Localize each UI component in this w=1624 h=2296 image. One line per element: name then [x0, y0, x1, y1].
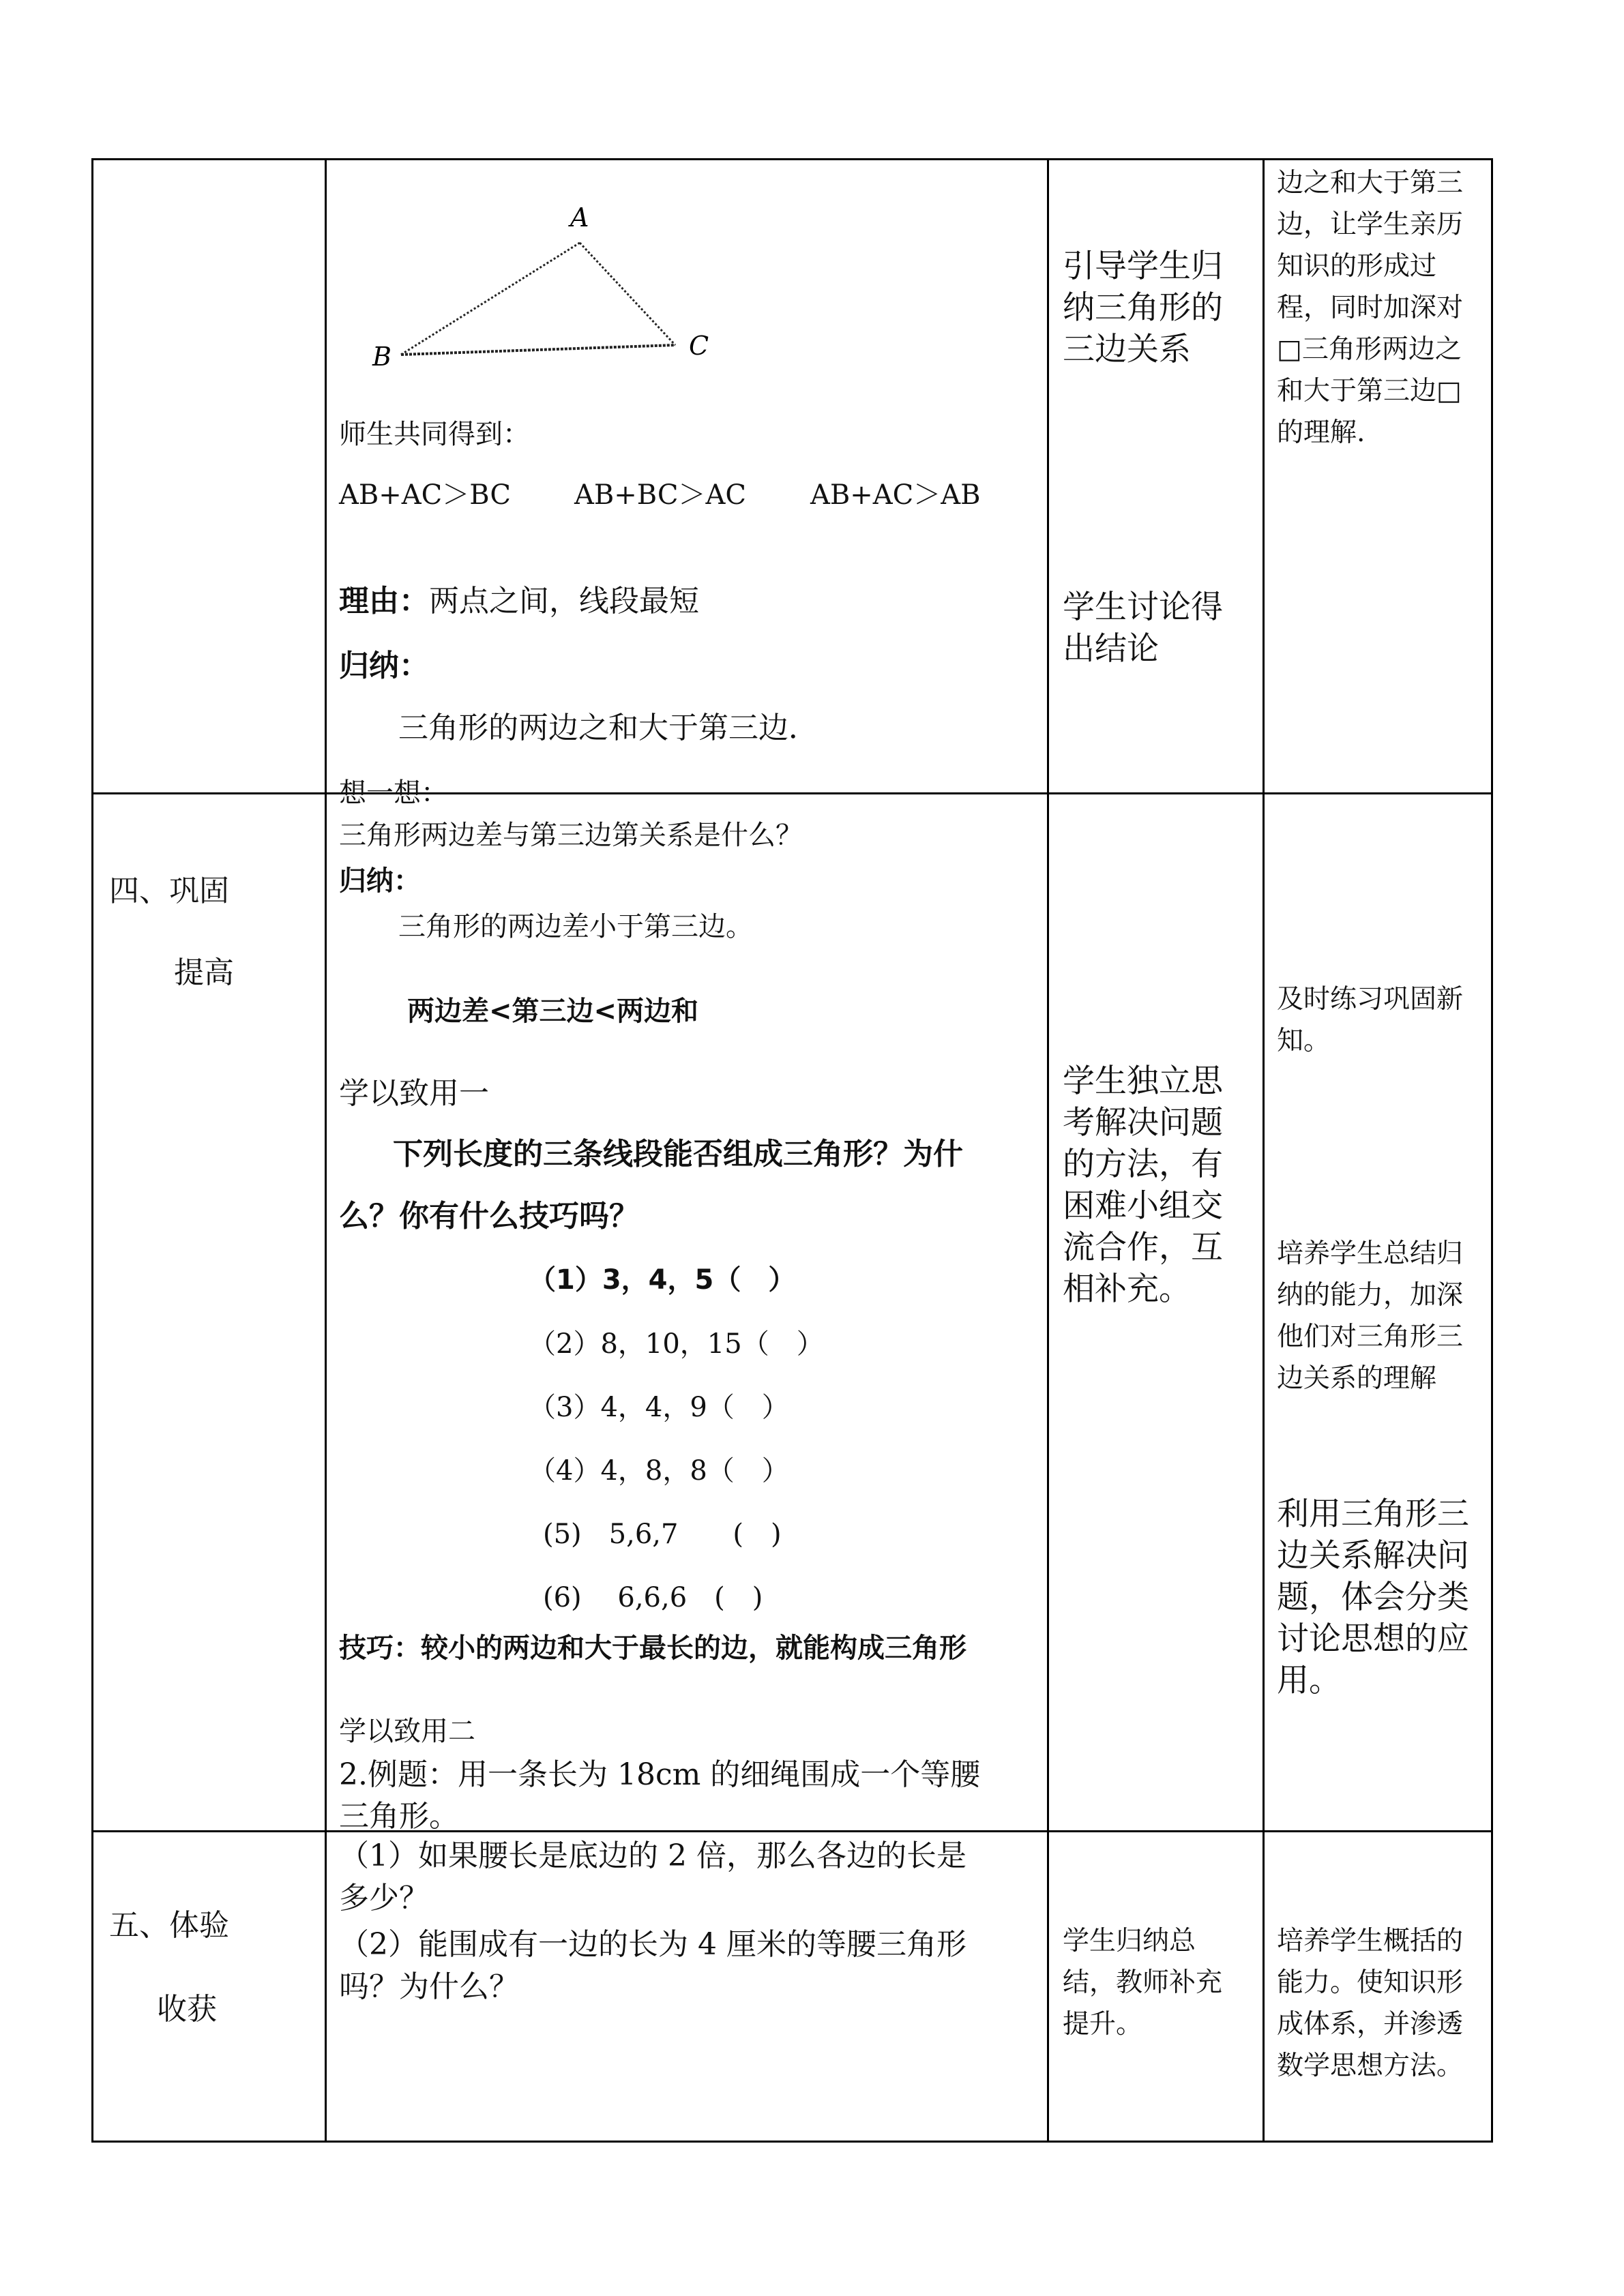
exercise-item-3: （3）4，4，9（ ）	[529, 1392, 789, 1423]
exercise-tip: 技巧：较小的两边和大于最长的边，就能构成三角形	[339, 1632, 966, 1664]
triangle-figure	[355, 191, 723, 382]
row3-intent-line: 边，让学生亲历	[1277, 209, 1464, 240]
row5-method-text	[1063, 1920, 1222, 2045]
exercise-item-2: （2）8，10，15（ ）	[529, 1328, 824, 1360]
row3-intent-line: □三角形两边之	[1277, 334, 1462, 365]
row3-method-line: 三边关系	[1063, 331, 1191, 368]
row4-method-line: 考解决问题	[1063, 1104, 1223, 1142]
summary-text-2: 三角形的两边差小于第三边。	[398, 911, 753, 942]
row4-intent-line: 知。	[1277, 1026, 1331, 1056]
row3-method-text	[1063, 245, 1223, 370]
reason-line	[339, 586, 699, 616]
practice-q2-line-2: 吗？为什么？	[339, 1969, 519, 2004]
apply2-line-1: 2.例题：用一条长为 18cm 的细绳围成一个等腰	[339, 1757, 981, 1792]
reason-text: 两点之间，线段最短	[429, 584, 699, 618]
row5-method-line: 学生归纳总	[1063, 1926, 1196, 1956]
apply2-title: 学以致用二	[339, 1716, 475, 1747]
row4-intent-line: 及时练习巩固新	[1277, 984, 1464, 1015]
row4-intent-line: 题，体会分类	[1277, 1579, 1469, 1616]
table-col-divider-2	[1047, 158, 1049, 2143]
row5-intent-line: 培养学生概括的	[1277, 1926, 1464, 1956]
table-row-divider-2	[91, 1830, 1492, 1832]
exercise-item-4: （4）4，8，8（ ）	[529, 1455, 789, 1487]
apply1-question-1: 下列长度的三条线段能否组成三角形？为什	[393, 1137, 963, 1172]
apply2-line-2: 三角形。	[339, 1799, 459, 1834]
triangle-side-ab	[401, 243, 580, 355]
row3-intent-line: 边之和大于第三	[1277, 168, 1464, 198]
stage-title-consolidate: 四、巩固	[109, 874, 229, 908]
row4-intent-b	[1277, 1233, 1463, 1399]
table-border-right	[1491, 158, 1493, 2143]
table-row-divider-1	[91, 792, 1492, 794]
exercise-item-6: (6) 6,6,6 ( )	[543, 1582, 763, 1613]
row4-intent-line: 纳的能力，加深	[1277, 1280, 1464, 1311]
vertex-a-label: A	[570, 203, 589, 233]
row3-discuss-text	[1063, 586, 1223, 670]
row4-intent-line: 边关系的理解	[1277, 1363, 1437, 1394]
triangle-side-rule: 两边差<第三边<两边和	[407, 996, 699, 1027]
exercise-item-1: （1）3，4，5（ ）	[529, 1264, 796, 1296]
row4-method-line: 流合作，互	[1063, 1229, 1223, 1266]
row3-intent-line: 的理解.	[1277, 417, 1365, 448]
row4-intent-line: 讨论思想的应	[1277, 1620, 1469, 1658]
summary-label-2: 归纳：	[339, 865, 421, 897]
row3-intent-line: 程，同时加深对	[1277, 293, 1464, 323]
practice-q1-line-2: 多少？	[339, 1881, 429, 1915]
apply1-question-2: 么？你有什么技巧吗？	[339, 1199, 639, 1234]
apply1-title: 学以致用一	[339, 1076, 489, 1111]
row3-method-line: 纳三角形的	[1063, 289, 1223, 327]
exercise-item-5: (5) 5,6,7 ( )	[543, 1519, 782, 1550]
reason-label: 理由：	[339, 584, 429, 618]
inequality-2: AB+BC＞AC	[574, 479, 747, 511]
row4-intent-line: 培养学生总结归	[1277, 1238, 1464, 1269]
summary-label-1: 归纳：	[339, 648, 429, 683]
triangle-side-ac	[580, 243, 675, 345]
row4-intent-c	[1277, 1493, 1469, 1701]
inequality-1: AB+AC＞BC	[339, 479, 512, 511]
table-col-divider-1	[325, 158, 327, 2143]
row5-method-line: 提升。	[1063, 2009, 1143, 2040]
inequality-3: AB+AC＞AB	[810, 479, 981, 511]
practice-q2-line-1: （2）能围成有一边的长为 4 厘米的等腰三角形	[339, 1927, 966, 1962]
row4-intent-line: 边关系解决问	[1277, 1537, 1469, 1575]
row5-intent-line: 成体系，并渗透	[1277, 2009, 1464, 2040]
think-question: 三角形两边差与第三边第关系是什么？	[339, 820, 803, 851]
stage-title-harvest: 五、体验	[109, 1908, 229, 1943]
derive-text: 师生共同得到：	[339, 419, 530, 450]
row4-method-line: 学生独立思	[1063, 1062, 1223, 1100]
table-border-left	[91, 158, 93, 2143]
table-border-top	[91, 158, 1492, 160]
triangle-side-bc	[401, 345, 675, 355]
vertex-c-label: C	[689, 331, 709, 361]
vertex-b-label: B	[372, 342, 392, 372]
row3-discuss-line: 学生讨论得	[1063, 588, 1223, 626]
table-col-divider-3	[1263, 158, 1265, 2143]
row4-intent-line: 利用三角形三	[1277, 1495, 1469, 1533]
row5-intent-line: 能力。使知识形	[1277, 1967, 1464, 1998]
row4-method-line: 困难小组交	[1063, 1187, 1223, 1225]
row4-method-line: 的方法，有	[1063, 1146, 1223, 1183]
row5-intent-text	[1277, 1920, 1463, 2087]
practice-q1-line-1: （1）如果腰长是底边的 2 倍，那么各边的长是	[339, 1838, 966, 1873]
row4-intent-line: 他们对三角形三	[1277, 1322, 1464, 1352]
row4-intent-a	[1277, 979, 1463, 1062]
row3-intent-text	[1277, 162, 1463, 453]
row3-discuss-line: 出结论	[1063, 630, 1159, 668]
row4-method-text	[1063, 1060, 1223, 1310]
stage-title-consolidate-2: 提高	[174, 955, 234, 990]
row5-method-line: 结，教师补充	[1063, 1967, 1223, 1998]
summary-text-1: 三角形的两边之和大于第三边．	[398, 711, 818, 745]
row4-intent-line: 用。	[1277, 1662, 1341, 1699]
row3-intent-line: 和大于第三边□	[1277, 376, 1462, 406]
table-border-bottom	[91, 2141, 1492, 2143]
row3-method-line: 引导学生归	[1063, 248, 1223, 285]
row5-intent-line: 数学思想方法。	[1277, 2051, 1464, 2081]
stage-title-harvest-2: 收获	[157, 1992, 217, 2027]
row3-intent-line: 知识的形成过	[1277, 251, 1437, 282]
row4-method-line: 相补充。	[1063, 1270, 1191, 1308]
think-label: 想一想：	[339, 777, 448, 809]
